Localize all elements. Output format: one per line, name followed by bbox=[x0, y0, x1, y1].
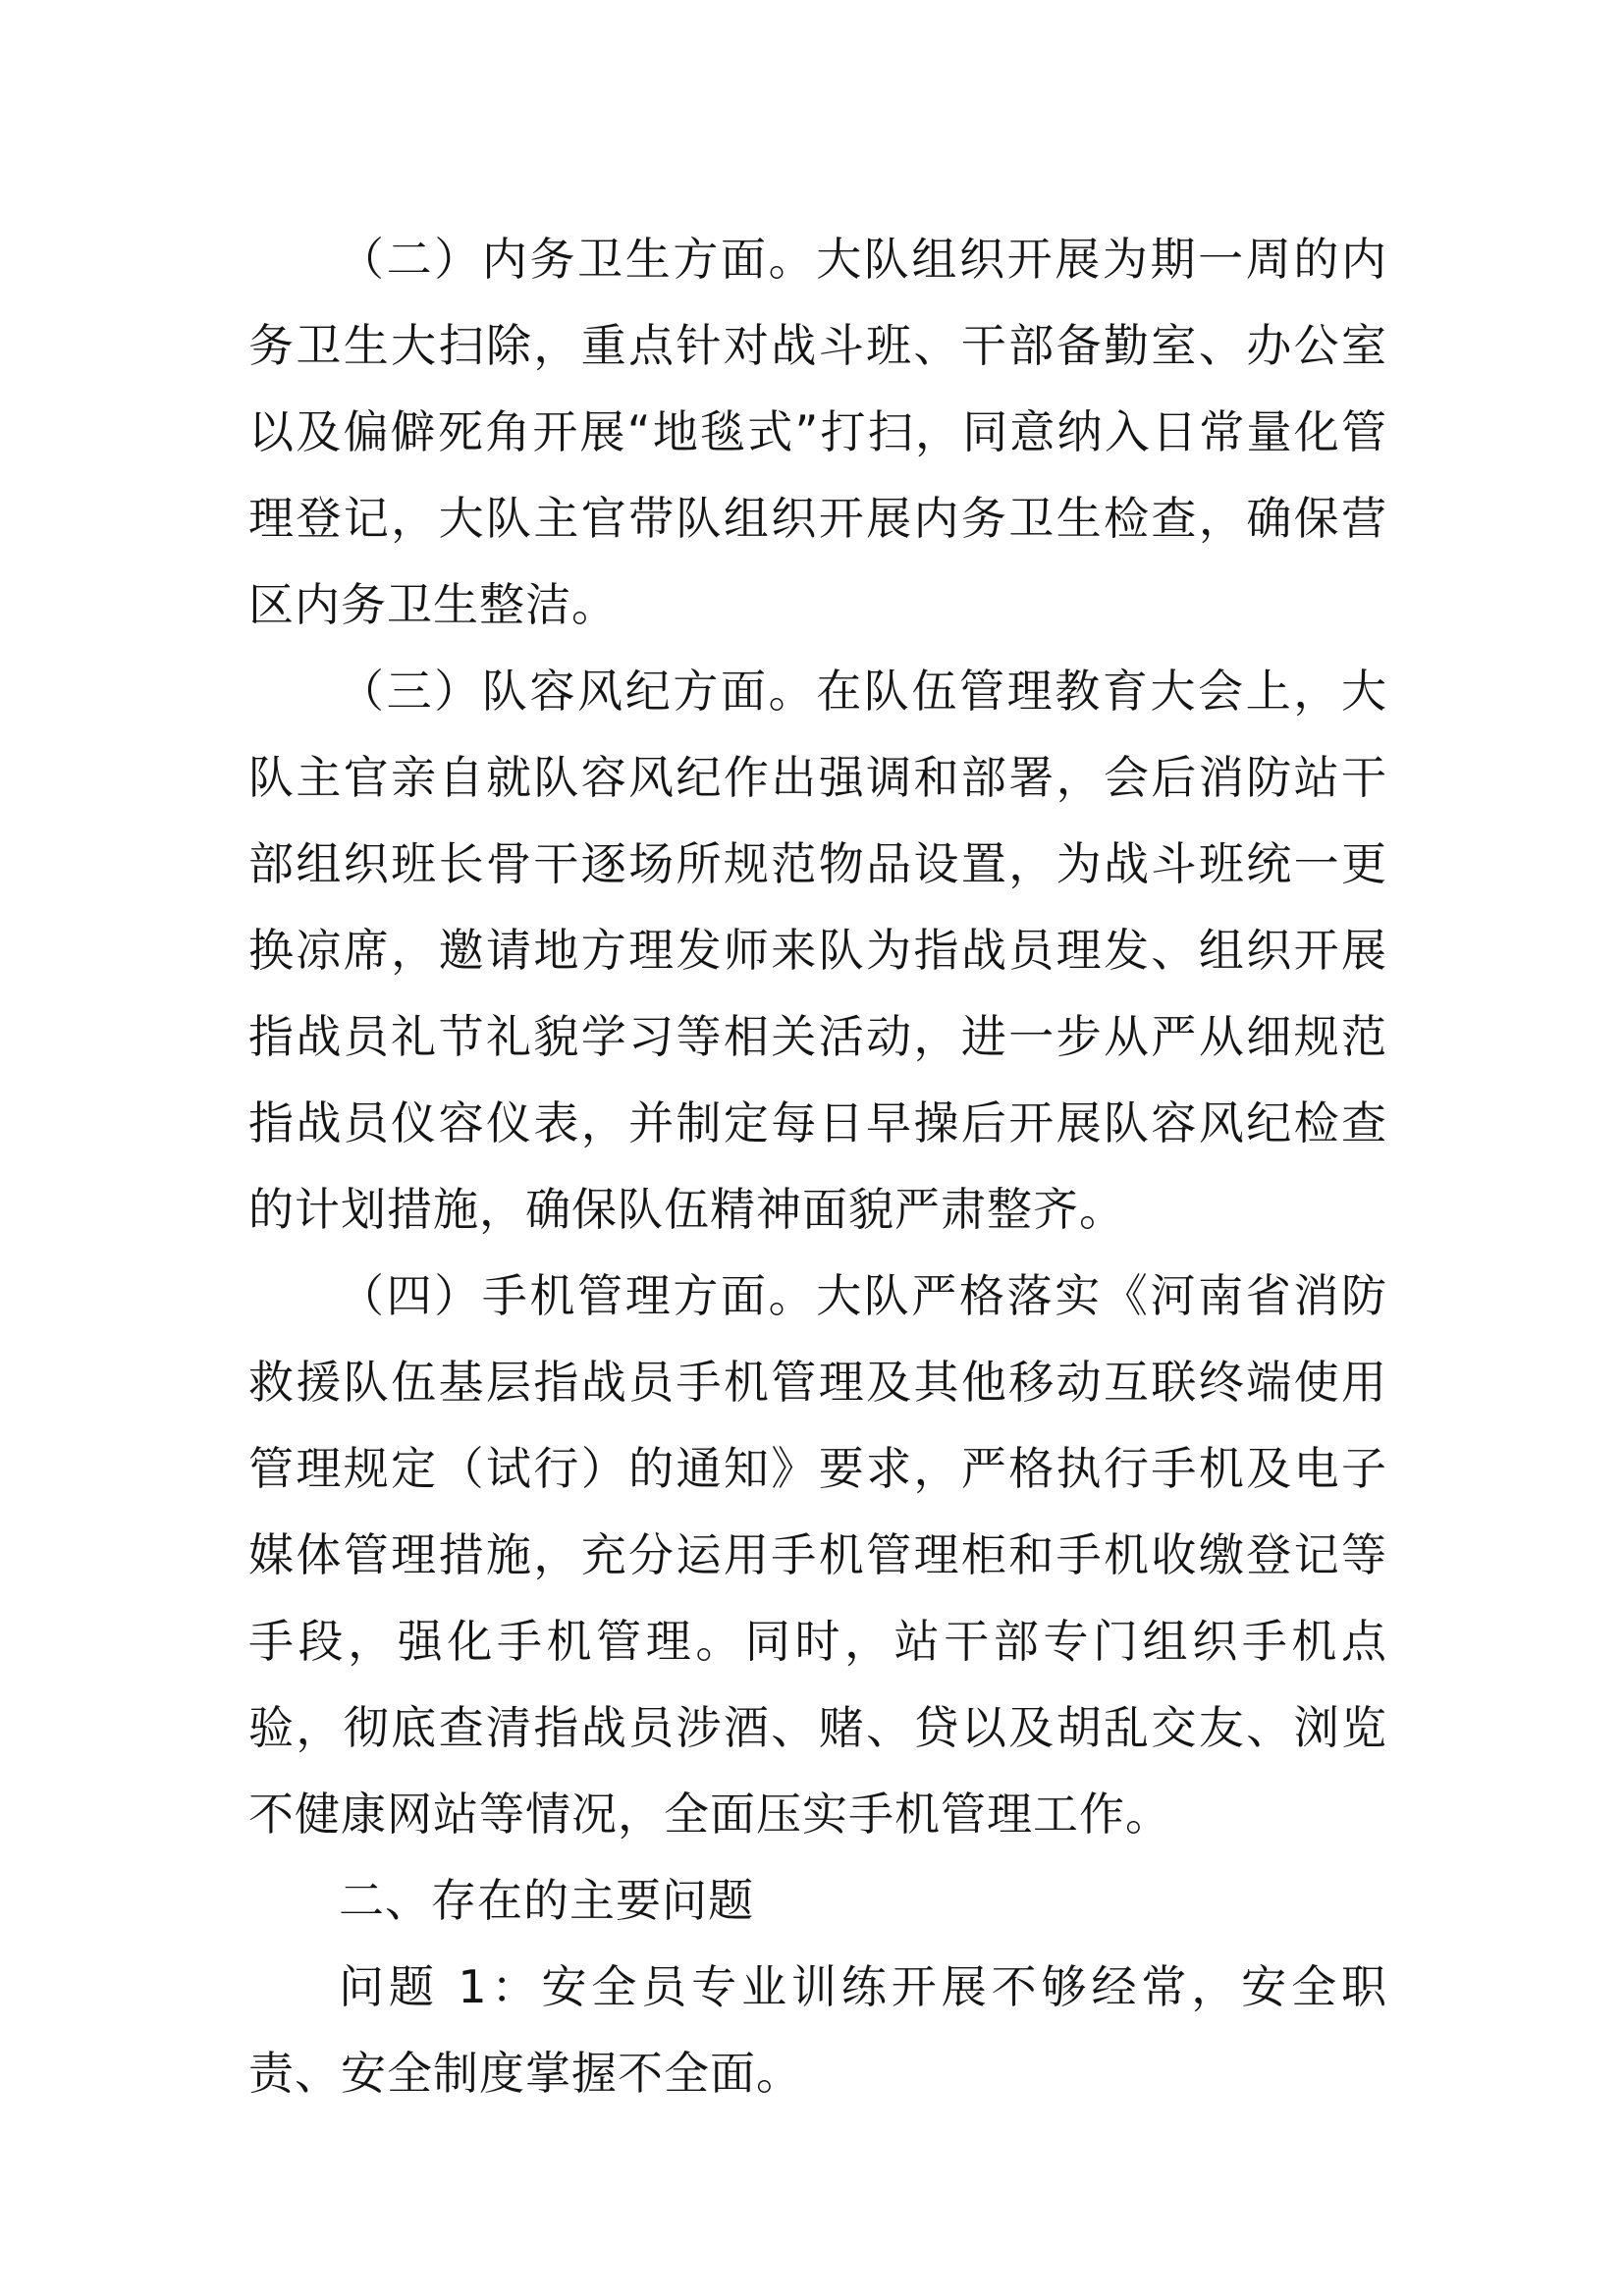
paragraph-appearance-discipline: （三）队容风纪方面。在队伍管理教育大会上，大队主官亲自就队容风纪作出强调和部署，会后消防站干部组织班长骨干逐场所规范物品设置，为战斗班统一更换凉席，邀请地方理发师来队为指战员理发、组织开展指战员礼节礼貌学习等相关活动，进一步从严从细规范指战员仪容仪表，并制定每日早操后开展队容风纪检查的计划措施，确保队伍精神面貌严肃整齐。 bbox=[248, 665, 1387, 1236]
section-heading-main-problems: 二、存在的主要问题 bbox=[339, 1874, 754, 1927]
document-body bbox=[248, 216, 1387, 2116]
paragraph-problem-1: 问题 1：安全员专业训练开展不够经常，安全职责、安全制度掌握不全面。 bbox=[248, 1960, 1387, 2100]
paragraph-housekeeping-hygiene: （二）内务卫生方面。大队组织开展为期一周的内务卫生大扫除，重点针对战斗班、干部备勤室、办公室以及偏僻死角开展“地毯式”打扫，同意纳入日常量化管理登记，大队主官带队组织开展内务卫生检查，确保营区内务卫生整洁。 bbox=[248, 233, 1387, 631]
paragraph-phone-management: （四）手机管理方面。大队严格落实《河南省消防救援队伍基层指战员手机管理及其他移动互联终端使用管理规定（试行）的通知》要求，严格执行手机及电子媒体管理措施，充分运用手机管理柜和手机收缴登记等手段，强化手机管理。同时，站干部专门组织手机点验，彻底查清指战员涉酒、赌、贷以及胡乱交友、浏览不健康网站等情况，全面压实手机管理工作。 bbox=[248, 1269, 1387, 1841]
